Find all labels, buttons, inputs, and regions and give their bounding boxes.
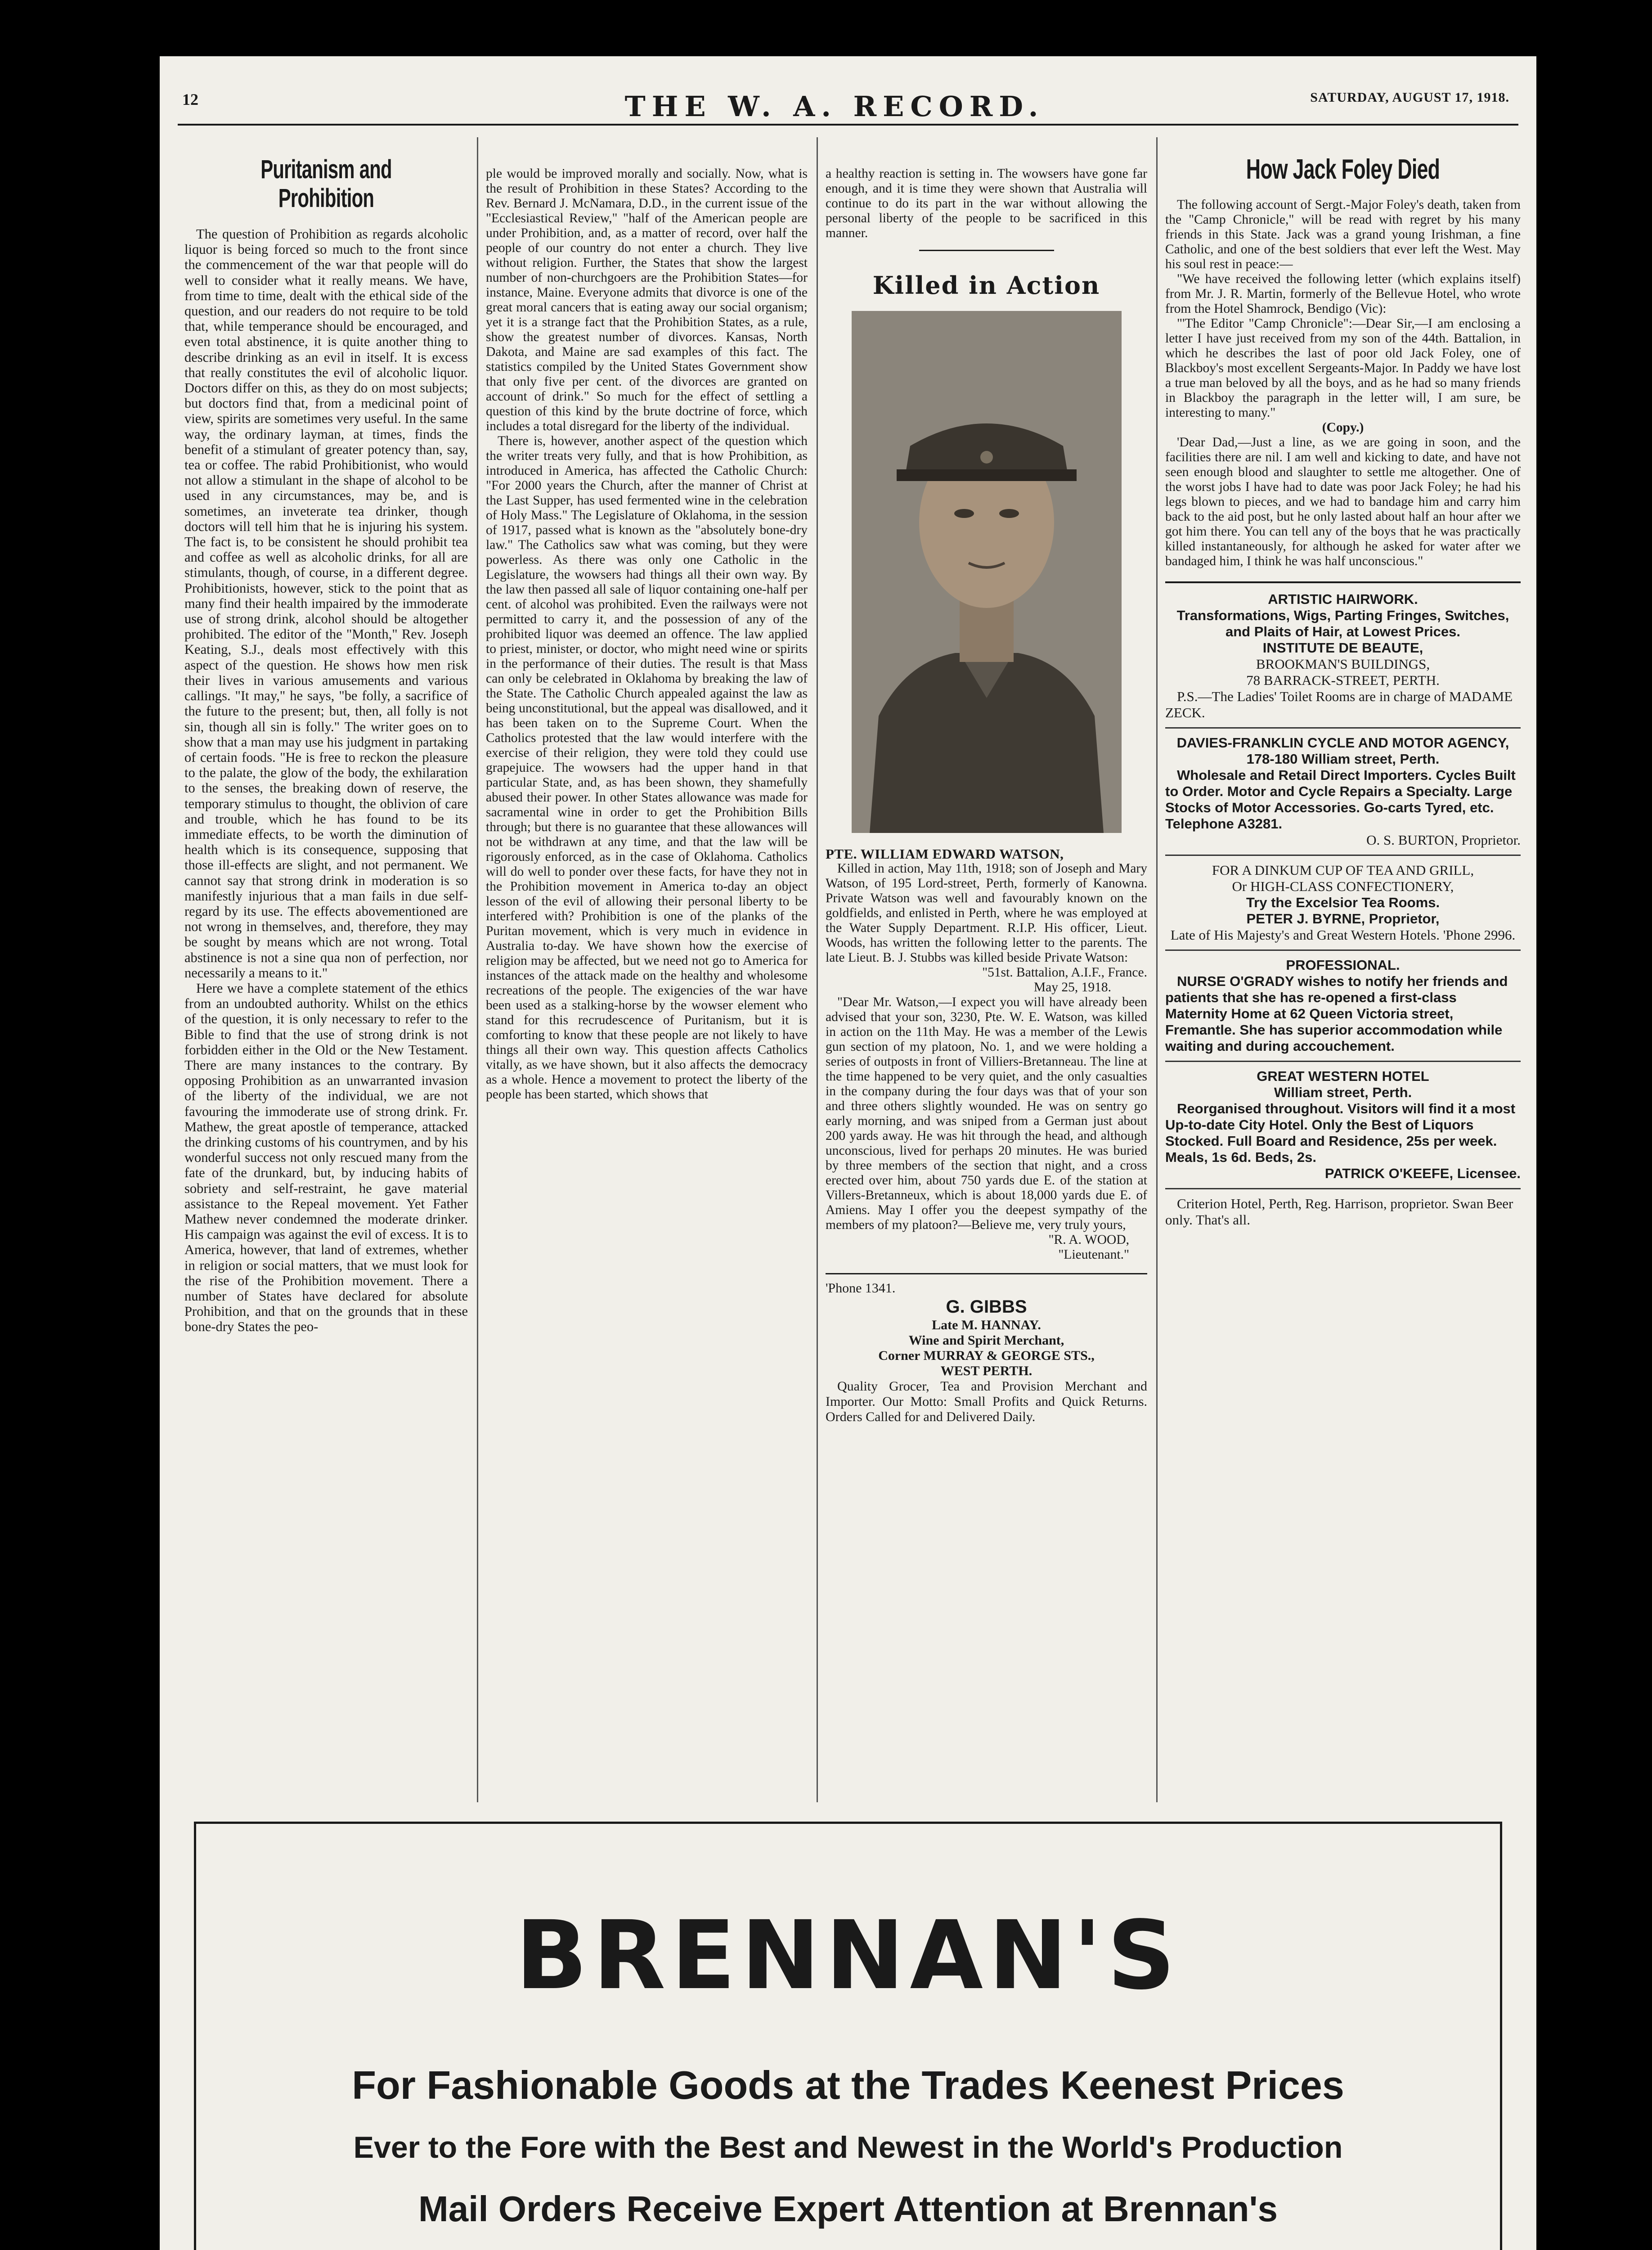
professional-title: PROFESSIONAL.	[1286, 957, 1400, 973]
section-divider	[919, 250, 1054, 251]
tea-line-3: Try the Excelsior Tea Rooms.	[1246, 895, 1440, 910]
brennan-title: BRENNAN'S	[515, 1900, 1181, 2011]
hair-ps: P.S.—The Ladies' Toilet Rooms are in charge of MADAME ZECK.	[1165, 688, 1513, 720]
hotel-owner: PATRICK O'KEEFE, Licensee.	[1324, 1166, 1521, 1181]
section-divider	[1165, 581, 1521, 583]
gibbs-place: WEST PERTH.	[940, 1364, 1032, 1378]
hair-buildings: BROOKMAN'S BUILDINGS,	[1256, 656, 1430, 672]
hair-institute: INSTITUTE DE BEAUTE,	[1262, 640, 1423, 656]
letter-body: "Dear Mr. Watson,—I expect you will have already been advised that your son, 3230, Pte. W. E. Watson, was killed in action on the 11th May. He was a member of the Lewis gun section of my platoon, No. 1, and we were holding a series of outposts in front of Villiers-Bretanneau. The line at the time happened to be very quiet, and the only casualties in the company during the four days was that of your son and three others slightly wounded. He was on sentry go early morning, and was sniped from a German just about 200 yards away. He was hit through the head, and although unconscious, lived for perhaps 20 minutes. He was buried by three members of the section that night, and a cross erected over him, about 750 yards due E. of the station at Villers-Bretanneux, which is about 18,000 yards due E. of Amiens. May I offer you the deepest sympathy of the members of my platoon?—Believe me, very truly yours,	[826, 995, 1147, 1232]
cycle-title: DAVIES-FRANKLIN CYCLE AND MOTOR AGENCY,	[1176, 735, 1509, 751]
gibbs-phone: 'Phone 1341.	[826, 1281, 896, 1296]
foley-dad: 'Dear Dad,—Just a line, as we are going in soon, and the facilities there are nil. I am well and kicking to date, and have not seen enough blood and slaughter to settle me altogether. One of the worst jobs I have had to date was poor Jack Foley; he had his legs blown to pieces, and we had to bandage him and carry him back to the aid post, but he only lasted about half an hour after we got him there. You can tell any of the boys that he was practically killed instantaneously, for although he asked for water after we bandaged him, I think he was half unconscious."	[1165, 435, 1521, 568]
article-paragraph: a healthy reaction is setting in. The wowsers have gone far enough, and it is time they were shown that Australia will continue to do its part in the war without allowing the personal liberty of the people to be sacrificed in this manner.	[826, 166, 1147, 240]
soldier-portrait	[852, 311, 1122, 833]
column-rule	[477, 137, 478, 1802]
foley-editor: "'The Editor "Camp Chronicle":—Dear Sir,—I am enclosing a letter I have just received from my son of the 44th. Battalion, in which he describes the last of poor old Jack Foley, one of Blackboy's most excellent Sergeants-Major. In Paddy we have lost a true man beloved by all the boys, and as he had so many friends in Blackboy the paragraph in the letter will, I am sure, be interesting to many."	[1165, 316, 1521, 420]
gibbs-advert	[826, 1281, 1147, 1425]
column-rule	[1156, 137, 1158, 1802]
foley-copy: (Copy.)	[1322, 420, 1364, 435]
cycle-advert	[1165, 729, 1521, 856]
newspaper-sheet	[160, 56, 1536, 2250]
tea-late: Late of His Majesty's and Great Western Hotels. 'Phone 2996.	[1170, 927, 1516, 943]
tea-owner: PETER J. BYRNE, Proprietor,	[1246, 911, 1440, 927]
gibbs-corner: Corner MURRAY & GEORGE STS.,	[878, 1348, 1095, 1363]
article-paragraph: Here we have a complete statement of the ethics from an undoubted authority. Whilst on the ethics of the question, it is only necessary to refer to the Bible to find that the use of strong drink is not forbidden either in the Old or the New Testament. There are many instances to the contrary. By opposing Prohibition as an unwarranted invasion of the liberty of the individual, we are not favouring the immoderate use of strong drink. Fr. Mathew, the great apostle of temperance, attacked the drinking customs of his countrymen, and by his wonderful success not only rescued many from the fate of the drunkard, but, by inducing habits of sobriety and self-restraint, he gave material assistance to the Repeal movement. Yet Father Mathew never condemned the moderate drinker. His campaign was against the evil of excess. It is to America, however, that land of extremes, whether in religion or social matters, that we must look for the rise of the Prohibition movement. There a number of States have declared for absolute Prohibition, and that on the grounds that in these bone-dry States the peo-	[184, 980, 468, 1335]
hotel-advert	[1165, 1062, 1521, 1189]
professional-advert	[1165, 951, 1521, 1062]
section-divider	[826, 1273, 1147, 1274]
gibbs-trade: Wine and Spirit Merchant,	[908, 1333, 1064, 1348]
caption-body: Killed in action, May 11th, 1918; son of Joseph and Mary Watson, of 195 Lord-street, Perth, formerly of Kanowna. Private Watson was well and favourably known on the goldfields, and enlisted in Perth, where he was employed at the Water Supply Department. R.I.P. His officer, Lieut. Woods, has written the following letter to the parents. The late Lieut. B. J. Stubbs was killed beside Private Watson:	[826, 861, 1147, 965]
hair-street: 78 BARRACK-STREET, PERTH.	[1246, 672, 1440, 688]
cycle-owner: O. S. BURTON, Proprietor.	[1366, 832, 1521, 848]
cycle-address: 178-180 William street, Perth.	[1246, 751, 1440, 767]
masthead-title: THE W. A. RECORD.	[624, 90, 1045, 123]
masthead-rule	[178, 124, 1518, 126]
article-paragraph: There is, however, another aspect of the question which the writer treats very fully, and that is how Prohibition, as introduced in America, has affected the Catholic Church: "For 2000 years the Church, after the manner of Christ at the Last Supper, has used fermented wine in the celebration of Holy Mass." The Legislature of Oklahoma, in the session of 1917, passed what is known as the "absolutely bone-dry law." The Catholics saw what was coming, but they were powerless. As there was only one Catholic in the Legislature, the wowsers had things all their own way. By the law then passed all sale of liquor containing one-half per cent. of alcohol was prohibited. Even the railways were not permitted to carry it, and the possession of any of the prohibited liquor was deemed an offence. The law applied to priest, minister, or doctor, who might need wine or spirits in the performance of their duties. The result is that Mass can only be celebrated in Oklahoma by breaking the law of the State. The Catholic Church appealed against the law as being unconstitutional, but the appeal was disallowed, and it has been taken on to the Supreme Court. When the Catholics protested that the law would interfere with the exercise of their religion, they were told they could use grapejuice. The wowsers had the upper hand in that particular State, and, as has been shown, they shamefully abused their power. In other States allowance was made for sacramental wine in order to get the Prohibition Bills through; but there is no guarantee that these allowances will not be withdrawn at any time, and that the law will be rigorously enforced, as in the case of Oklahoma. Catholics will do well to ponder over these facts, for have they not in the Prohibition movement in America to-day an object lesson of the evil of allowing their personal liberty to be interfered with? Prohibition is one of the planks of the Puritan movement, which is very much in evidence in Australia to-day. We have shown how the exercise of religion may be affected, but we need not go to America for instances of the attack made on the healthy and wholesome recreations of the people. The exigencies of the war have been used as a stalking-horse by the wowser element who stand for this recrudescence of Puritanism, but it is comforting to know that these people are not likely to have things all their own way. This question affects Catholics vitally, as we have shown, but it also affects the democracy as a whole. Hence a movement to protect the liberty of the people has been started, which shows that	[486, 434, 808, 1102]
foley-received: "We have received the following letter (which explains itself) from Mr. J. R. Martin, formerly of the Bellevue Hotel, who wrote from the Hotel Shamrock, Bendigo (Vic):	[1165, 272, 1521, 316]
column-2	[486, 166, 808, 1102]
brennan-advert	[194, 1822, 1502, 2250]
article-paragraph: ple would be improved morally and socially. Now, what is the result of Prohibition in these States? According to the Rev. Bernard J. McNamara, D.D., in the current issue of the "Ecclesiastical Review," "half of the American people are under Prohibition, and, as a matter of record, over half the people of our country do not enter a church. They live without religion. Further, the States that show the largest number of non-churchgoers are the Prohibition States—for instance, Maine. Everyone admits that divorce is one of the great moral cancers that is eating away our social organism; yet it is a strange fact that the Prohibition States, as a rule, show the greatest number of divorces. Kansas, North Dakota, and Maine are sad examples of this fact. The statistics compiled by the United States Government show that only five per cent. of the divorces are granted on account of drink." So much for the effect of settling a question of this kind by the brute doctrine of force, which includes a total disregard for the liberty of the individual.	[486, 166, 808, 433]
column-1	[184, 155, 468, 1335]
column-3	[826, 166, 1147, 1425]
foley-headline: How Jack Foley Died	[1246, 154, 1440, 185]
tea-line-2: Or HIGH-CLASS CONFECTIONERY,	[1232, 878, 1454, 894]
cycle-body: Wholesale and Retail Direct Importers. Cycles Built to Order. Motor and Cycle Repairs a Specialty. Large Stocks of Motor Accessories. Go-carts Tyred, etc. Telephone A3281.	[1165, 767, 1516, 832]
hair-title: ARTISTIC HAIRWORK.	[1268, 591, 1418, 607]
brennan-tagline-1: For Fashionable Goods at the Trades Keenest Prices	[352, 2063, 1344, 2107]
letter-place: "51st. Battalion, A.I.F., France.	[982, 965, 1147, 980]
soldier-photo-icon	[852, 311, 1122, 833]
gibbs-late: Late M. HANNAY.	[932, 1318, 1041, 1332]
letter-signature: "R. A. WOOD, "Lieutenant."	[1048, 1233, 1129, 1262]
hairwork-advert	[1165, 585, 1521, 729]
foley-intro: The following account of Sergt.-Major Foley's death, taken from the "Camp Chronicle," will be read with regret by his many friends in this State. Jack was a grand young Irishman, a fine Catholic, and one of the best soldiers that ever left the West. May his soul rest in peace:—	[1165, 198, 1521, 271]
column-rule	[817, 137, 818, 1802]
column-4	[1165, 155, 1521, 1234]
soldier-name: PTE. WILLIAM EDWARD WATSON,	[826, 846, 1064, 862]
gibbs-name: G. GIBBS	[946, 1297, 1027, 1317]
tea-rooms-advert	[1165, 856, 1521, 951]
hotel-address: William street, Perth.	[1274, 1084, 1412, 1100]
brennan-tagline-2: Ever to the Fore with the Best and Newest in the World's Production	[353, 2130, 1343, 2164]
issue-date: SATURDAY, AUGUST 17, 1918.	[1310, 90, 1509, 105]
article-paragraph: The question of Prohibition as regards alcoholic liquor is being forced so much to the front since the commencement of the war that people will do well to consider what it really means. We have, from time to time, dealt with the ethical side of the question, and our readers do not require to be told that, while temperance should be encouraged, and even total abstinence, it is quite another thing to describe drinking as an evil in itself. It is excess that really constitutes the evil of alcoholic liquor. Doctors differ on this, as they do on most subjects; but doctors find that, from a medicinal point of view, spirits are sometimes very useful. In the same way, the ordinary layman, at times, finds the benefit of a stimulant of greater potency than, say, tea or coffee. The rabid Prohibitionist, who would not allow a stimulant in the shape of alcohol to be used in any circumstances, may be, and is sometimes, an inveterate tea drinker, though doctors will tell him that he is injuring his system. The fact is, to be consistent he should prohibit tea and coffee as well as alcoholic drinks, for all are stimulants, though, of course, in a different degree. Prohibitionists, however, stick to the point that as many find their health impaired by the immoderate use of strong drink, alcohol should be altogether prohibited. The editor of the "Month," Rev. Joseph Keating, S.J., deals most effectively with this aspect of the question. He shows how men risk their lives in various amusements and various callings. "It may," he says, "be folly, a sacrifice of the future to the present; but, then, all folly is not sin, though all sin is folly." The writer goes on to show that a man may use his judgment in partaking of certain foods. "He is free to reckon the pleasure to the palate, the glow of the body, the exhilaration to the senses, the breaking down of reserve, the temporary stimulus to thought, the oblivion of care and trouble, which he has found to be its immediate effects, to be worth the diminution of health which is its consequence, supposing that those ill-effects are slight, and not permanent. We cannot say that strong drink in moderation is so manifestly injurious that a man fails in due self-regard by its use. The effects abovementioned are not wrong in themselves, and, therefore, they may be sought by means which are not wrong. Total abstinence is not a sine qua non of perfection, nor necessarily a means to it."	[184, 226, 468, 981]
tea-line-1: FOR A DINKUM CUP OF TEA AND GRILL,	[1212, 862, 1474, 878]
killed-in-action-heading: Killed in Action	[872, 271, 1100, 300]
criterion-advert	[1165, 1189, 1521, 1234]
hair-items: Transformations, Wigs, Parting Fringes, Switches, and Plaits of Hair, at Lowest Prices.	[1176, 608, 1509, 639]
professional-body: NURSE O'GRADY wishes to notify her friends and patients that she has re-opened a first-class Maternity Home at 62 Queen Victoria street, Fremantle. She has superior accommodation while waiting and during accouchement.	[1165, 973, 1508, 1054]
hotel-body: Reorganised throughout. Visitors will find it a most Up-to-date City Hotel. Only the Best of Liquors Stocked. Full Board and Residence, 25s per week. Meals, 1s 6d. Beds, 2s.	[1165, 1101, 1516, 1165]
brennan-tagline-3: Mail Orders Receive Expert Attention at Brennan's	[418, 2189, 1278, 2229]
letter-date: May 25, 1918.	[1033, 980, 1111, 994]
gibbs-body: Quality Grocer, Tea and Provision Merchant and Importer. Our Motto: Small Profits and Quick Returns. Orders Called for and Delivered Daily.	[826, 1379, 1147, 1424]
criterion-body: Criterion Hotel, Perth, Reg. Harrison, proprietor. Swan Beer only. That's all.	[1165, 1196, 1513, 1228]
hotel-title: GREAT WESTERN HOTEL	[1257, 1068, 1429, 1084]
puritanism-headline: Puritanism and Prohibition	[260, 155, 392, 213]
page-number: 12	[182, 90, 198, 108]
